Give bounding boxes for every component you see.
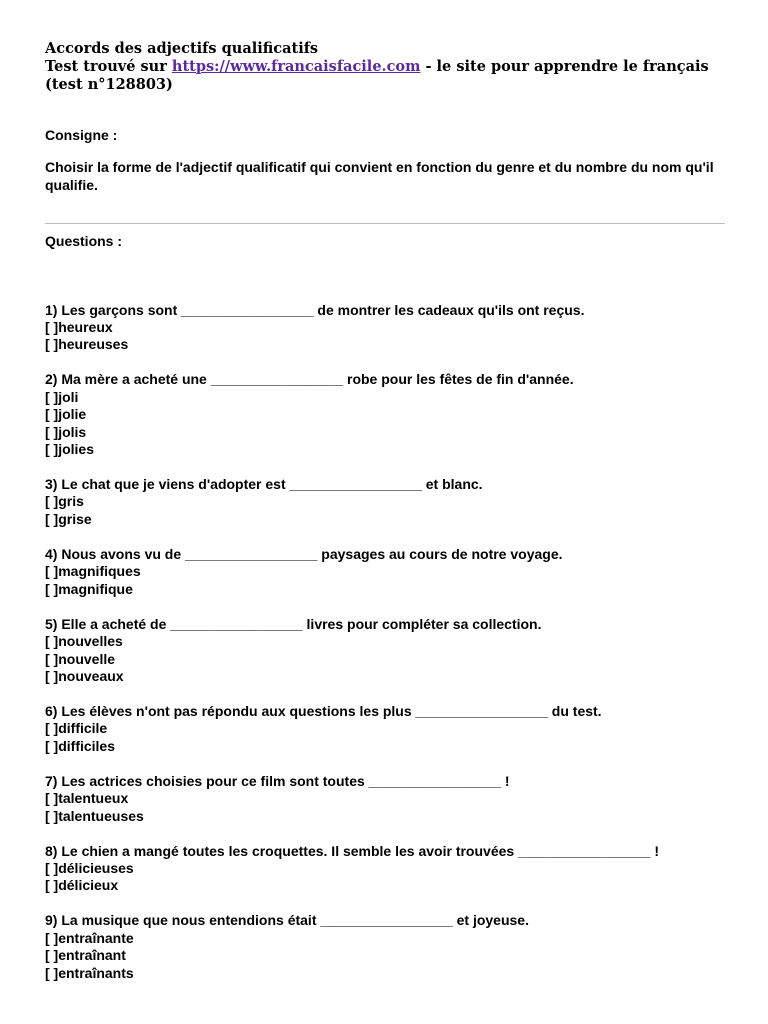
document-title: Accords des adjectifs qualificatifs bbox=[45, 40, 319, 57]
answer-option[interactable]: [ ]magnifique bbox=[45, 580, 133, 597]
question-prompt: 8) Le chien a mangé toutes les croquettes. Il semble les avoir trouvées _________________ ! bbox=[45, 842, 659, 859]
answer-option[interactable]: [ ]gris bbox=[45, 493, 84, 510]
question-6 bbox=[45, 703, 725, 755]
source-link[interactable]: https://www.francaisfacile.com bbox=[171, 58, 421, 75]
answer-option[interactable]: [ ]jolis bbox=[45, 423, 87, 440]
source-prefix: Test trouvé sur bbox=[45, 58, 172, 75]
question-prompt: 6) Les élèves n'ont pas répondu aux questions les plus _________________ du test. bbox=[45, 702, 602, 719]
question-prompt: 5) Elle a acheté de _________________ livres pour compléter sa collection. bbox=[45, 615, 542, 632]
question-prompt: 9) La musique que nous entendions était _________________ et joyeuse. bbox=[45, 912, 529, 929]
question-prompt: 3) Le chat que je viens d'adopter est _________________ et blanc. bbox=[45, 476, 483, 493]
consigne-label: Consigne : bbox=[45, 127, 118, 143]
answer-option[interactable]: [ ]joli bbox=[45, 388, 79, 405]
question-2 bbox=[45, 371, 725, 458]
answer-option[interactable]: [ ]jolies bbox=[45, 441, 95, 458]
source-line bbox=[45, 58, 725, 76]
answer-option[interactable]: [ ]talentueux bbox=[45, 790, 129, 807]
document-header bbox=[45, 40, 725, 94]
question-3 bbox=[45, 476, 725, 528]
question-prompt: 1) Les garçons sont _________________ de montrer les cadeaux qu'ils ont reçus. bbox=[45, 301, 585, 318]
answer-option[interactable]: [ ]magnifiques bbox=[45, 563, 141, 580]
question-4 bbox=[45, 546, 725, 598]
question-8 bbox=[45, 843, 725, 895]
question-prompt: 4) Nous avons vu de _________________ paysages au cours de notre voyage. bbox=[45, 545, 563, 562]
test-id: (test n°128803) bbox=[45, 76, 173, 93]
answer-option[interactable]: [ ]délicieux bbox=[45, 877, 119, 894]
answer-option[interactable]: [ ]entraînante bbox=[45, 929, 134, 946]
questions-label: Questions : bbox=[45, 233, 123, 250]
answer-option[interactable]: [ ]nouveaux bbox=[45, 667, 124, 684]
answer-option[interactable]: [ ]jolie bbox=[45, 406, 87, 423]
question-9 bbox=[45, 912, 725, 982]
answer-option[interactable]: [ ]difficile bbox=[45, 720, 108, 737]
answer-option[interactable]: [ ]entraînants bbox=[45, 964, 134, 981]
answer-option[interactable]: [ ]nouvelles bbox=[45, 633, 123, 650]
question-7 bbox=[45, 773, 725, 825]
answer-option[interactable]: [ ]délicieuses bbox=[45, 859, 134, 876]
question-1 bbox=[45, 302, 725, 354]
answer-option[interactable]: [ ]entraînant bbox=[45, 947, 126, 964]
answer-option[interactable]: [ ]nouvelle bbox=[45, 650, 116, 667]
source-suffix: - le site pour apprendre le français bbox=[420, 58, 709, 75]
question-list bbox=[45, 302, 725, 982]
consigne-text: Choisir la forme de l'adjectif qualificatif qui convient en fonction du genre et du nombre du nom qu'il qualifie. bbox=[45, 159, 714, 193]
answer-option[interactable]: [ ]heureux bbox=[45, 319, 113, 336]
section-divider bbox=[45, 223, 725, 224]
answer-option[interactable]: [ ]grise bbox=[45, 510, 92, 527]
answer-option[interactable]: [ ]heureuses bbox=[45, 336, 129, 353]
question-prompt: 2) Ma mère a acheté une _________________ robe pour les fêtes de fin d'année. bbox=[45, 371, 574, 388]
question-prompt: 7) Les actrices choisies pour ce film sont toutes _________________ ! bbox=[45, 772, 510, 789]
answer-option[interactable]: [ ]difficiles bbox=[45, 737, 116, 754]
question-5 bbox=[45, 616, 725, 686]
answer-option[interactable]: [ ]talentueuses bbox=[45, 807, 144, 824]
